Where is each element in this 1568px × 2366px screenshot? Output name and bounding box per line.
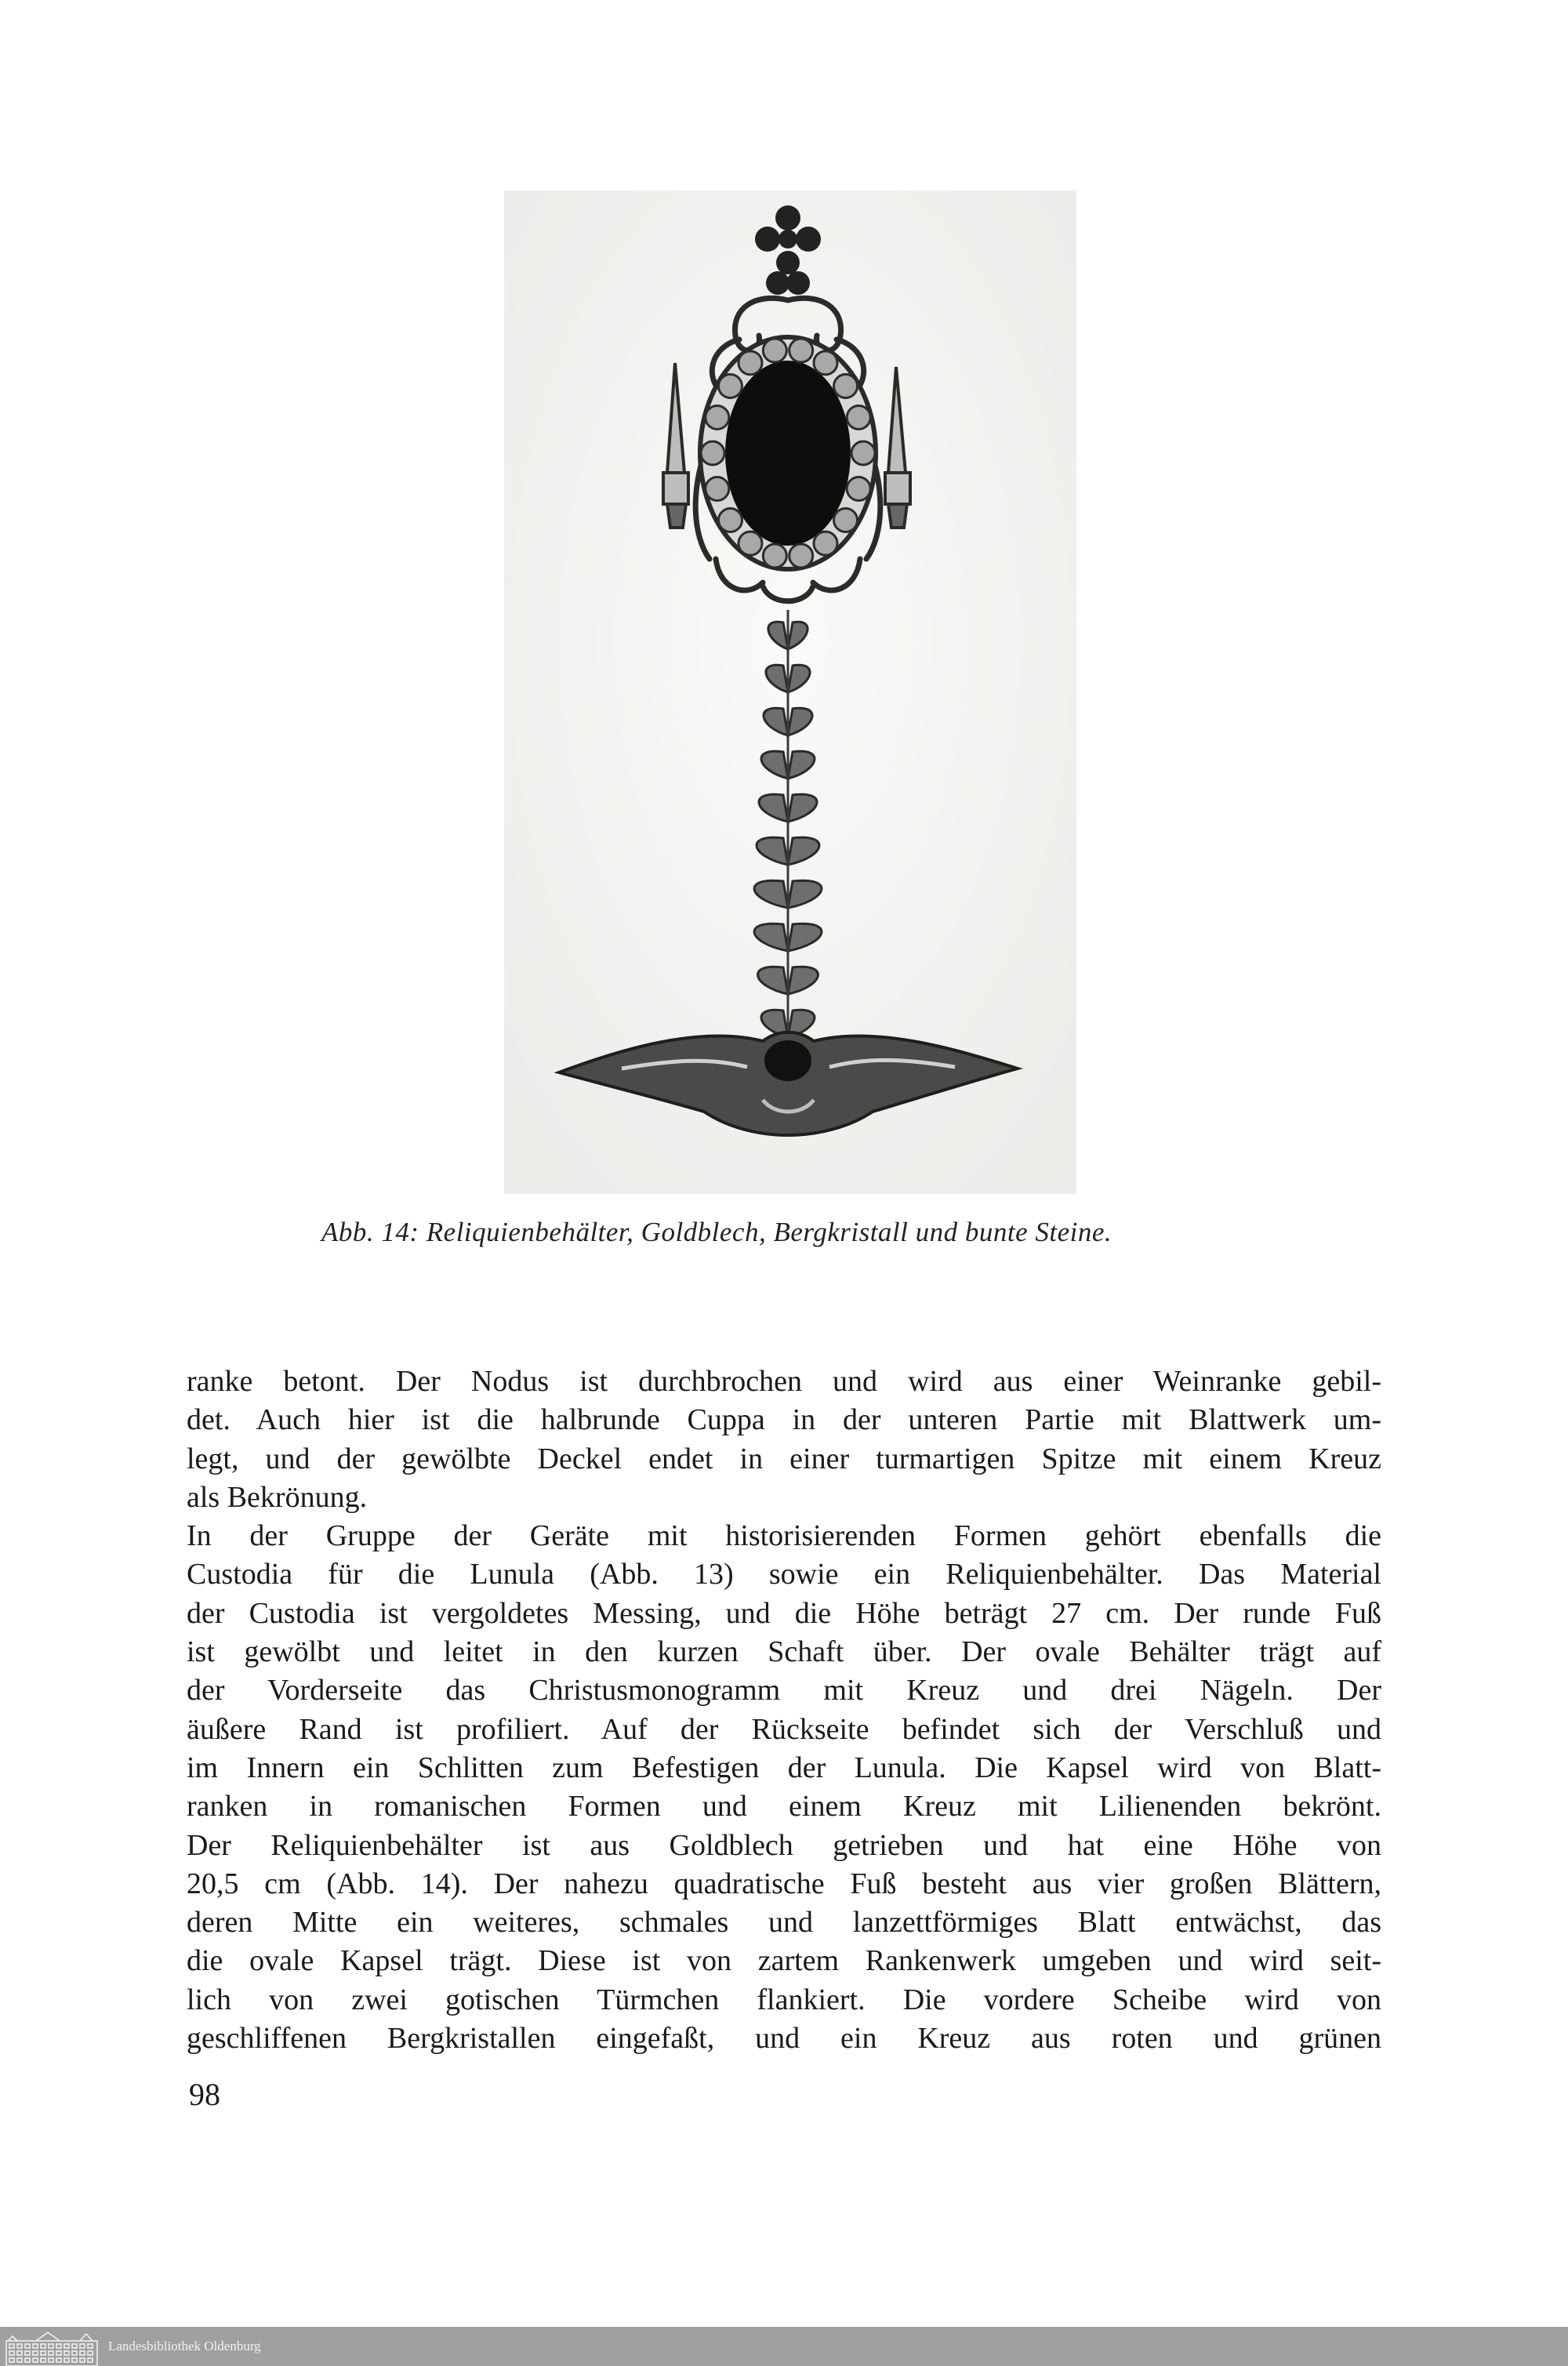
crystal-stone xyxy=(814,351,837,375)
crystal-stone xyxy=(789,544,813,568)
oval-capsule xyxy=(700,337,876,569)
crystal-stone xyxy=(847,477,870,500)
body-text xyxy=(187,1363,1381,2058)
body-line: äußere Rand ist profiliert. Auf der Rückseite befindet sich der Verschluß und xyxy=(187,1712,1381,1746)
crystal-stone xyxy=(851,441,875,465)
crystal-stone xyxy=(718,508,742,532)
crystal-stone xyxy=(763,544,786,568)
reliquary-photograph xyxy=(504,191,1076,1194)
body-line: In der Gruppe der Geräte mit historisierenden Formen gehört ebenfalls die xyxy=(187,1519,1381,1553)
body-line: geschliffenen Bergkristallen eingefaßt, und ein Kreuz aus roten und grünen xyxy=(187,2022,1381,2056)
body-line: der Vorderseite das Christusmonogramm mit Kreuz und drei Nägeln. Der xyxy=(187,1674,1381,1707)
body-line: 20,5 cm (Abb. 14). Der nahezu quadratische Fuß besteht aus vier großen Blättern, xyxy=(187,1867,1381,1900)
crystal-stone xyxy=(847,406,870,430)
body-line: im Innern ein Schlitten zum Befestigen der Lunula. Die Kapsel wird von Blatt- xyxy=(187,1751,1381,1784)
body-line: ranke betont. Der Nodus ist durchbrochen und wird aus einer Weinranke gebil- xyxy=(187,1365,1381,1398)
body-line: der Custodia ist vergoldetes Messing, und die Höhe beträgt 27 cm. Der runde Fuß xyxy=(187,1596,1381,1630)
crystal-stone xyxy=(763,339,786,362)
body-line: ist gewölbt und leitet in den kurzen Schaft über. Der ovale Behälter trägt auf xyxy=(187,1635,1381,1669)
footer-bar xyxy=(0,2327,1568,2366)
crystal-stone xyxy=(706,406,729,430)
crystal-stone xyxy=(814,532,837,555)
crystal-stone xyxy=(739,532,762,555)
footer-library-label: Landesbibliothek Oldenburg xyxy=(108,2339,261,2353)
crystal-stone xyxy=(834,508,858,532)
crystal-stone xyxy=(739,351,762,375)
figure-caption: Abb. 14: Reliquienbehälter, Goldblech, Bergkristall und bunte Steine. xyxy=(321,1217,1112,1247)
body-line: als Bekrönung. xyxy=(187,1480,368,1514)
body-line: det. Auch hier ist die halbrunde Cuppa in der unteren Partie mit Blattwerk um- xyxy=(187,1403,1381,1437)
crystal-stone xyxy=(789,339,813,362)
body-line: Custodia für die Lunula (Abb. 13) sowie ein Reliquienbehälter. Das Material xyxy=(187,1558,1381,1591)
body-line: legt, und der gewölbte Deckel endet in einer turmartigen Spitze mit einem Kreuz xyxy=(187,1442,1381,1475)
page-number: 98 xyxy=(189,2077,220,2112)
crystal-stone xyxy=(701,441,724,465)
crystal-stone xyxy=(718,375,742,398)
crystal-stone xyxy=(834,375,858,398)
body-line: Der Reliquienbehälter ist aus Goldblech getrieben und hat eine Höhe von xyxy=(187,1828,1381,1862)
body-line: lich von zwei gotischen Türmchen flankiert. Die vordere Scheibe wird von xyxy=(187,1983,1381,2016)
crystal-stone xyxy=(706,477,729,500)
library-building-icon xyxy=(5,2330,99,2366)
body-line: die ovale Kapsel trägt. Diese ist von zartem Rankenwerk umgeben und wird seit- xyxy=(187,1944,1381,1978)
body-line: ranken in romanischen Formen und einem Kreuz mit Lilienenden bekrönt. xyxy=(187,1790,1381,1823)
body-line: deren Mitte ein weiteres, schmales und lanzettförmiges Blatt entwächst, das xyxy=(187,1906,1381,1940)
